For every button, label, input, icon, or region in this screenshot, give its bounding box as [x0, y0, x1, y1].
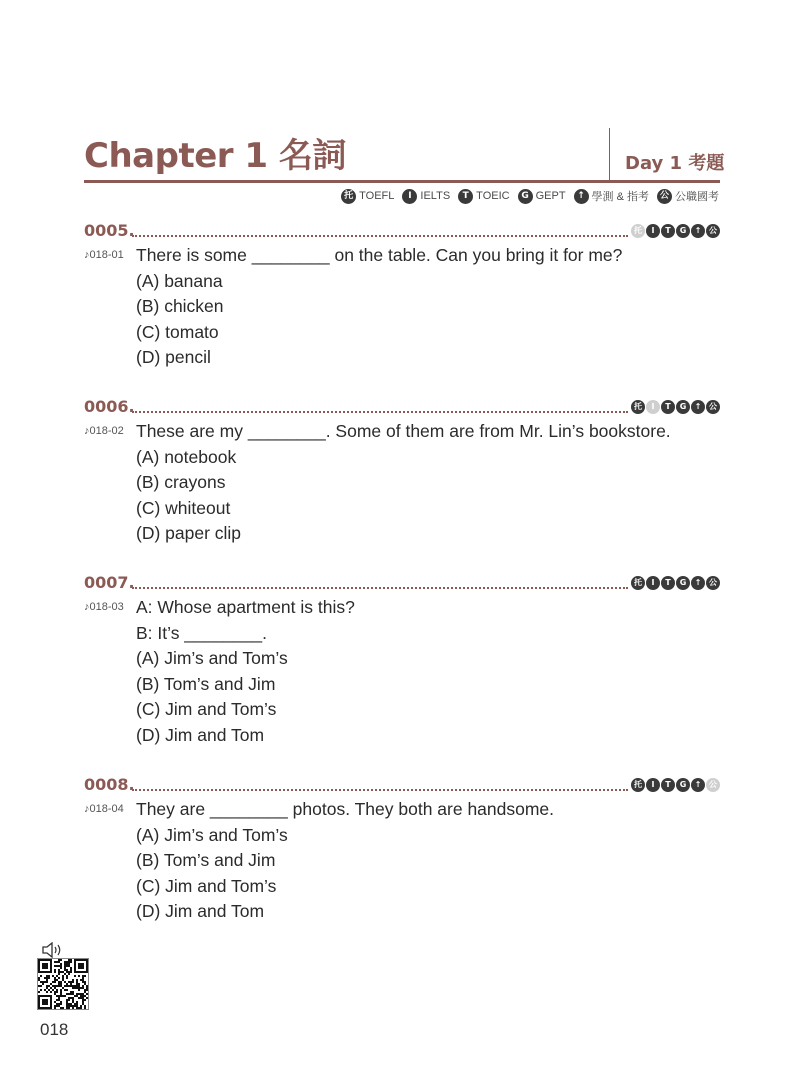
exam-badges: [631, 576, 720, 590]
dotted-leader: [132, 587, 628, 589]
chapter-title: Chapter 1 名詞: [84, 136, 346, 176]
college-exam-icon: ↑: [691, 576, 705, 590]
option-a: (A) Jim’s and Tom’s: [136, 648, 288, 668]
gept-icon: G: [676, 576, 690, 590]
header-rule: [84, 180, 720, 183]
option-b: (B) chicken: [136, 296, 224, 316]
civil-exam-icon: 公: [657, 189, 672, 204]
exam-badges: [631, 400, 720, 414]
toefl-icon: 托: [341, 189, 356, 204]
option-d: (D) Jim and Tom: [136, 901, 265, 921]
question-0008: [84, 775, 720, 927]
question-0006: [84, 397, 720, 549]
audio-track-label[interactable]: ♪018-03: [84, 601, 124, 613]
question-number: 0006.: [84, 397, 135, 416]
question-number: 0005.: [84, 221, 135, 240]
dotted-leader: [132, 411, 628, 413]
question-0007: [84, 573, 720, 750]
question-0005: [84, 221, 720, 373]
option-b: (B) crayons: [136, 472, 226, 492]
day-label: Day 1 考題: [625, 153, 725, 174]
college-exam-icon: ↑: [574, 189, 589, 204]
question-text: They are ________ photos. They both are handsome.: [136, 799, 555, 819]
dotted-leader: [132, 789, 628, 791]
question-text-line-2: B: It’s ________.: [136, 622, 268, 643]
ielts-icon: I: [646, 400, 660, 414]
legend-item-college-exam: [574, 188, 649, 204]
option-d: (D) pencil: [136, 347, 211, 367]
gept-icon: G: [676, 224, 690, 238]
gept-icon: G: [518, 189, 533, 204]
option-d: (D) paper clip: [136, 523, 242, 543]
toefl-icon: 托: [631, 400, 645, 414]
college-exam-icon: ↑: [691, 224, 705, 238]
audio-track-label[interactable]: ♪018-01: [84, 249, 124, 261]
header-divider: [609, 128, 610, 180]
legend-label: 公職國考: [675, 191, 719, 203]
exam-legend: [341, 187, 719, 205]
toeic-icon: T: [661, 224, 675, 238]
toefl-icon: 托: [631, 224, 645, 238]
option-b: (B) Tom’s and Jim: [136, 850, 276, 870]
gept-icon: G: [676, 400, 690, 414]
dotted-leader: [132, 235, 628, 237]
toefl-icon: 托: [631, 576, 645, 590]
question-text: There is some ________ on the table. Can you bring it for me?: [136, 245, 623, 265]
ielts-icon: I: [646, 778, 660, 792]
college-exam-icon: ↑: [691, 778, 705, 792]
legend-item-toefl: [341, 189, 394, 204]
option-b: (B) Tom’s and Jim: [136, 673, 276, 694]
option-c: (C) whiteout: [136, 497, 231, 518]
speaker-icon[interactable]: [42, 942, 64, 958]
toeic-icon: T: [458, 189, 473, 204]
toeic-icon: T: [661, 778, 675, 792]
legend-item-ielts: [402, 189, 450, 204]
question-text: These are my ________. Some of them are from Mr. Lin’s bookstore.: [136, 421, 671, 441]
option-d: (D) Jim and Tom: [136, 724, 265, 745]
audio-track-label[interactable]: ♪018-02: [84, 425, 124, 437]
toeic-icon: T: [661, 400, 675, 414]
page-number: 018: [40, 1020, 69, 1039]
question-number: 0008.: [84, 775, 135, 794]
qr-code-icon: [38, 959, 88, 1009]
exam-badges: [631, 778, 720, 792]
legend-label: TOEIC: [476, 190, 510, 202]
option-c: (C) Jim and Tom’s: [136, 699, 277, 719]
civil-exam-icon: 公: [706, 778, 720, 792]
civil-exam-icon: 公: [706, 576, 720, 590]
exam-badges: [631, 224, 720, 238]
ielts-icon: I: [646, 576, 660, 590]
legend-label: TOEFL: [359, 190, 395, 202]
audio-track-label[interactable]: ♪018-04: [84, 803, 124, 815]
toefl-icon: 托: [631, 778, 645, 792]
option-c: (C) Jim and Tom’s: [136, 875, 277, 896]
qr-code[interactable]: [37, 958, 89, 1010]
question-text: A: Whose apartment is this?: [136, 597, 355, 617]
option-a: (A) notebook: [136, 446, 237, 467]
civil-exam-icon: 公: [706, 224, 720, 238]
question-number: 0007.: [84, 573, 135, 592]
gept-icon: G: [676, 778, 690, 792]
legend-item-toeic: [458, 189, 509, 204]
legend-label: GEPT: [535, 190, 566, 202]
legend-label: IELTS: [420, 190, 451, 202]
ielts-icon: I: [402, 189, 417, 204]
legend-item-gept: [518, 189, 566, 204]
legend-item-civil-exam: [657, 188, 719, 204]
civil-exam-icon: 公: [706, 400, 720, 414]
legend-label: 學測 & 指考: [591, 191, 649, 203]
option-c: (C) tomato: [136, 321, 219, 342]
ielts-icon: I: [646, 224, 660, 238]
toeic-icon: T: [661, 576, 675, 590]
option-a: (A) banana: [136, 270, 223, 291]
option-a: (A) Jim’s and Tom’s: [136, 824, 288, 845]
college-exam-icon: ↑: [691, 400, 705, 414]
